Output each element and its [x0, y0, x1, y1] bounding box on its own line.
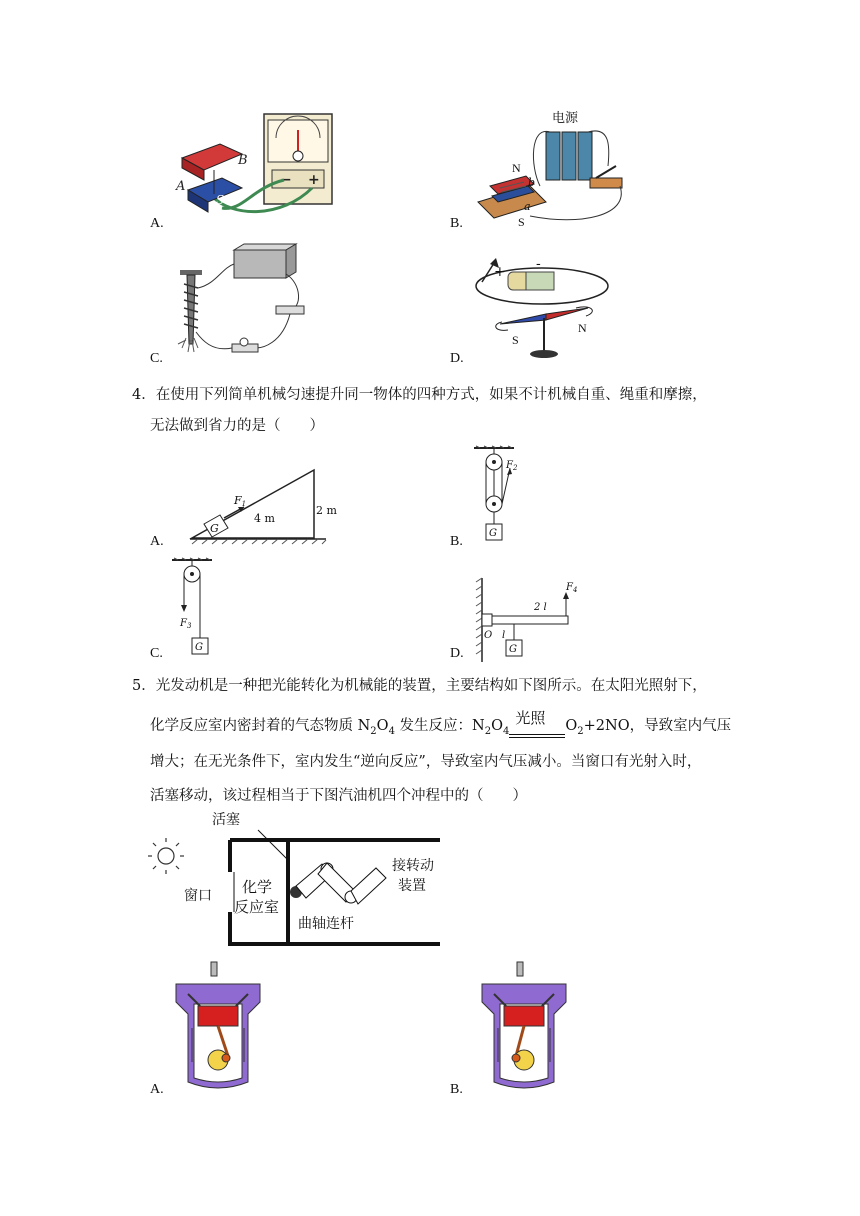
length-label: 4 m [254, 512, 275, 525]
question-5-line-2: 化学反应室内密封着的气态物质 $N_2O_4$ 发生反应：$N_2O_4$ 光照 $O_2+2NO$，导致室内气压 [150, 716, 731, 742]
drive-label-1: 接转动 [392, 858, 434, 874]
sun-icon [148, 838, 184, 874]
label-b: B [238, 153, 248, 168]
q4-option-a[interactable]: A. [150, 534, 164, 549]
q5-engine-b [474, 962, 574, 1092]
q5-engine-a [168, 962, 268, 1092]
q3-figure-a [172, 108, 342, 223]
question-4-line-1: 4．在使用下列简单机械匀速提升同一物体的四种方式，如果不计机械自重、绳重和摩擦， [132, 387, 707, 403]
g-label: G [210, 522, 219, 535]
o-label: O [484, 630, 493, 641]
label-b-small: b [528, 176, 536, 189]
question-5-line-3: 增大；在无光条件下，室内发生“逆向反应”，导致室内气压减小。当窗口有光射入时， [150, 754, 702, 770]
l-label: l [502, 630, 506, 641]
drive-label-2: 装置 [398, 878, 426, 894]
q4-option-b[interactable]: B. [450, 534, 463, 549]
question-5-line-4: 活塞移动，该过程相当于下图汽油机四个冲程中的（ ） [150, 788, 527, 804]
q4-option-c[interactable]: C. [150, 646, 163, 661]
height-label: 2 m [316, 504, 337, 517]
svg-text:F2: $F_2$ [506, 460, 518, 472]
label-n: N [512, 161, 521, 175]
q3-option-a[interactable]: A. [150, 216, 164, 231]
g-label: G [195, 642, 203, 653]
g-label: G [509, 644, 517, 655]
label-a: A [176, 179, 186, 194]
q3-option-c[interactable]: C. [150, 351, 163, 366]
q4-figure-d [474, 574, 584, 664]
label-n: N [578, 321, 587, 335]
q3-figure-d [476, 252, 626, 364]
q4-option-d[interactable]: D. [450, 646, 464, 661]
f2-label: F [506, 460, 513, 471]
label-s: S [518, 215, 525, 229]
q4-figure-b [474, 446, 534, 546]
svg-text:F4: $F_4$ [566, 582, 578, 594]
two-l-label: 2 l [534, 602, 547, 613]
power-label: 电源 [552, 111, 579, 126]
minus-label: - [536, 256, 541, 272]
label-s: S [512, 333, 519, 347]
question-5-line-1: 5．光发动机是一种把光能转化为机械能的装置，主要结构如下图所示。在太阳光照射下， [132, 678, 707, 694]
f4-label: F [566, 582, 573, 593]
q3-figure-b [470, 106, 640, 231]
question-4-number: 4． [132, 387, 156, 403]
question-4-line-2: 无法做到省力的是（ ） [150, 418, 324, 434]
plus-label: + [494, 264, 506, 280]
q4-figure-a [190, 464, 337, 544]
q4-figure-c [172, 558, 222, 658]
chamber-label-1: 化学 [242, 878, 273, 896]
piston-label: 活塞 [212, 812, 240, 828]
f3-label: F [180, 618, 187, 629]
svg-text:F1: F1 [234, 494, 247, 508]
crank-label: 曲轴连杆 [298, 916, 354, 932]
q3-option-b[interactable]: B. [450, 216, 463, 231]
f1-label: F [234, 494, 242, 507]
q5-option-b[interactable]: B. [450, 1082, 463, 1097]
window-label: 窗口 [184, 888, 212, 904]
label-s: S [216, 193, 225, 207]
label-a-small: a [524, 200, 531, 213]
g-label: G [489, 528, 497, 539]
question-5-number: 5． [132, 678, 156, 694]
light-engine-diagram [146, 812, 446, 952]
svg-text:F3: $F_3$ [180, 618, 192, 630]
q3-figure-c [172, 244, 322, 364]
chamber-label-2: 反应室 [234, 898, 280, 916]
q5-option-a[interactable]: A. [150, 1082, 164, 1097]
svg-text:−: − [280, 172, 292, 188]
reaction-condition: 光照 [509, 722, 565, 742]
q3-option-d[interactable]: D. [450, 351, 464, 366]
svg-text:+: + [308, 172, 320, 188]
